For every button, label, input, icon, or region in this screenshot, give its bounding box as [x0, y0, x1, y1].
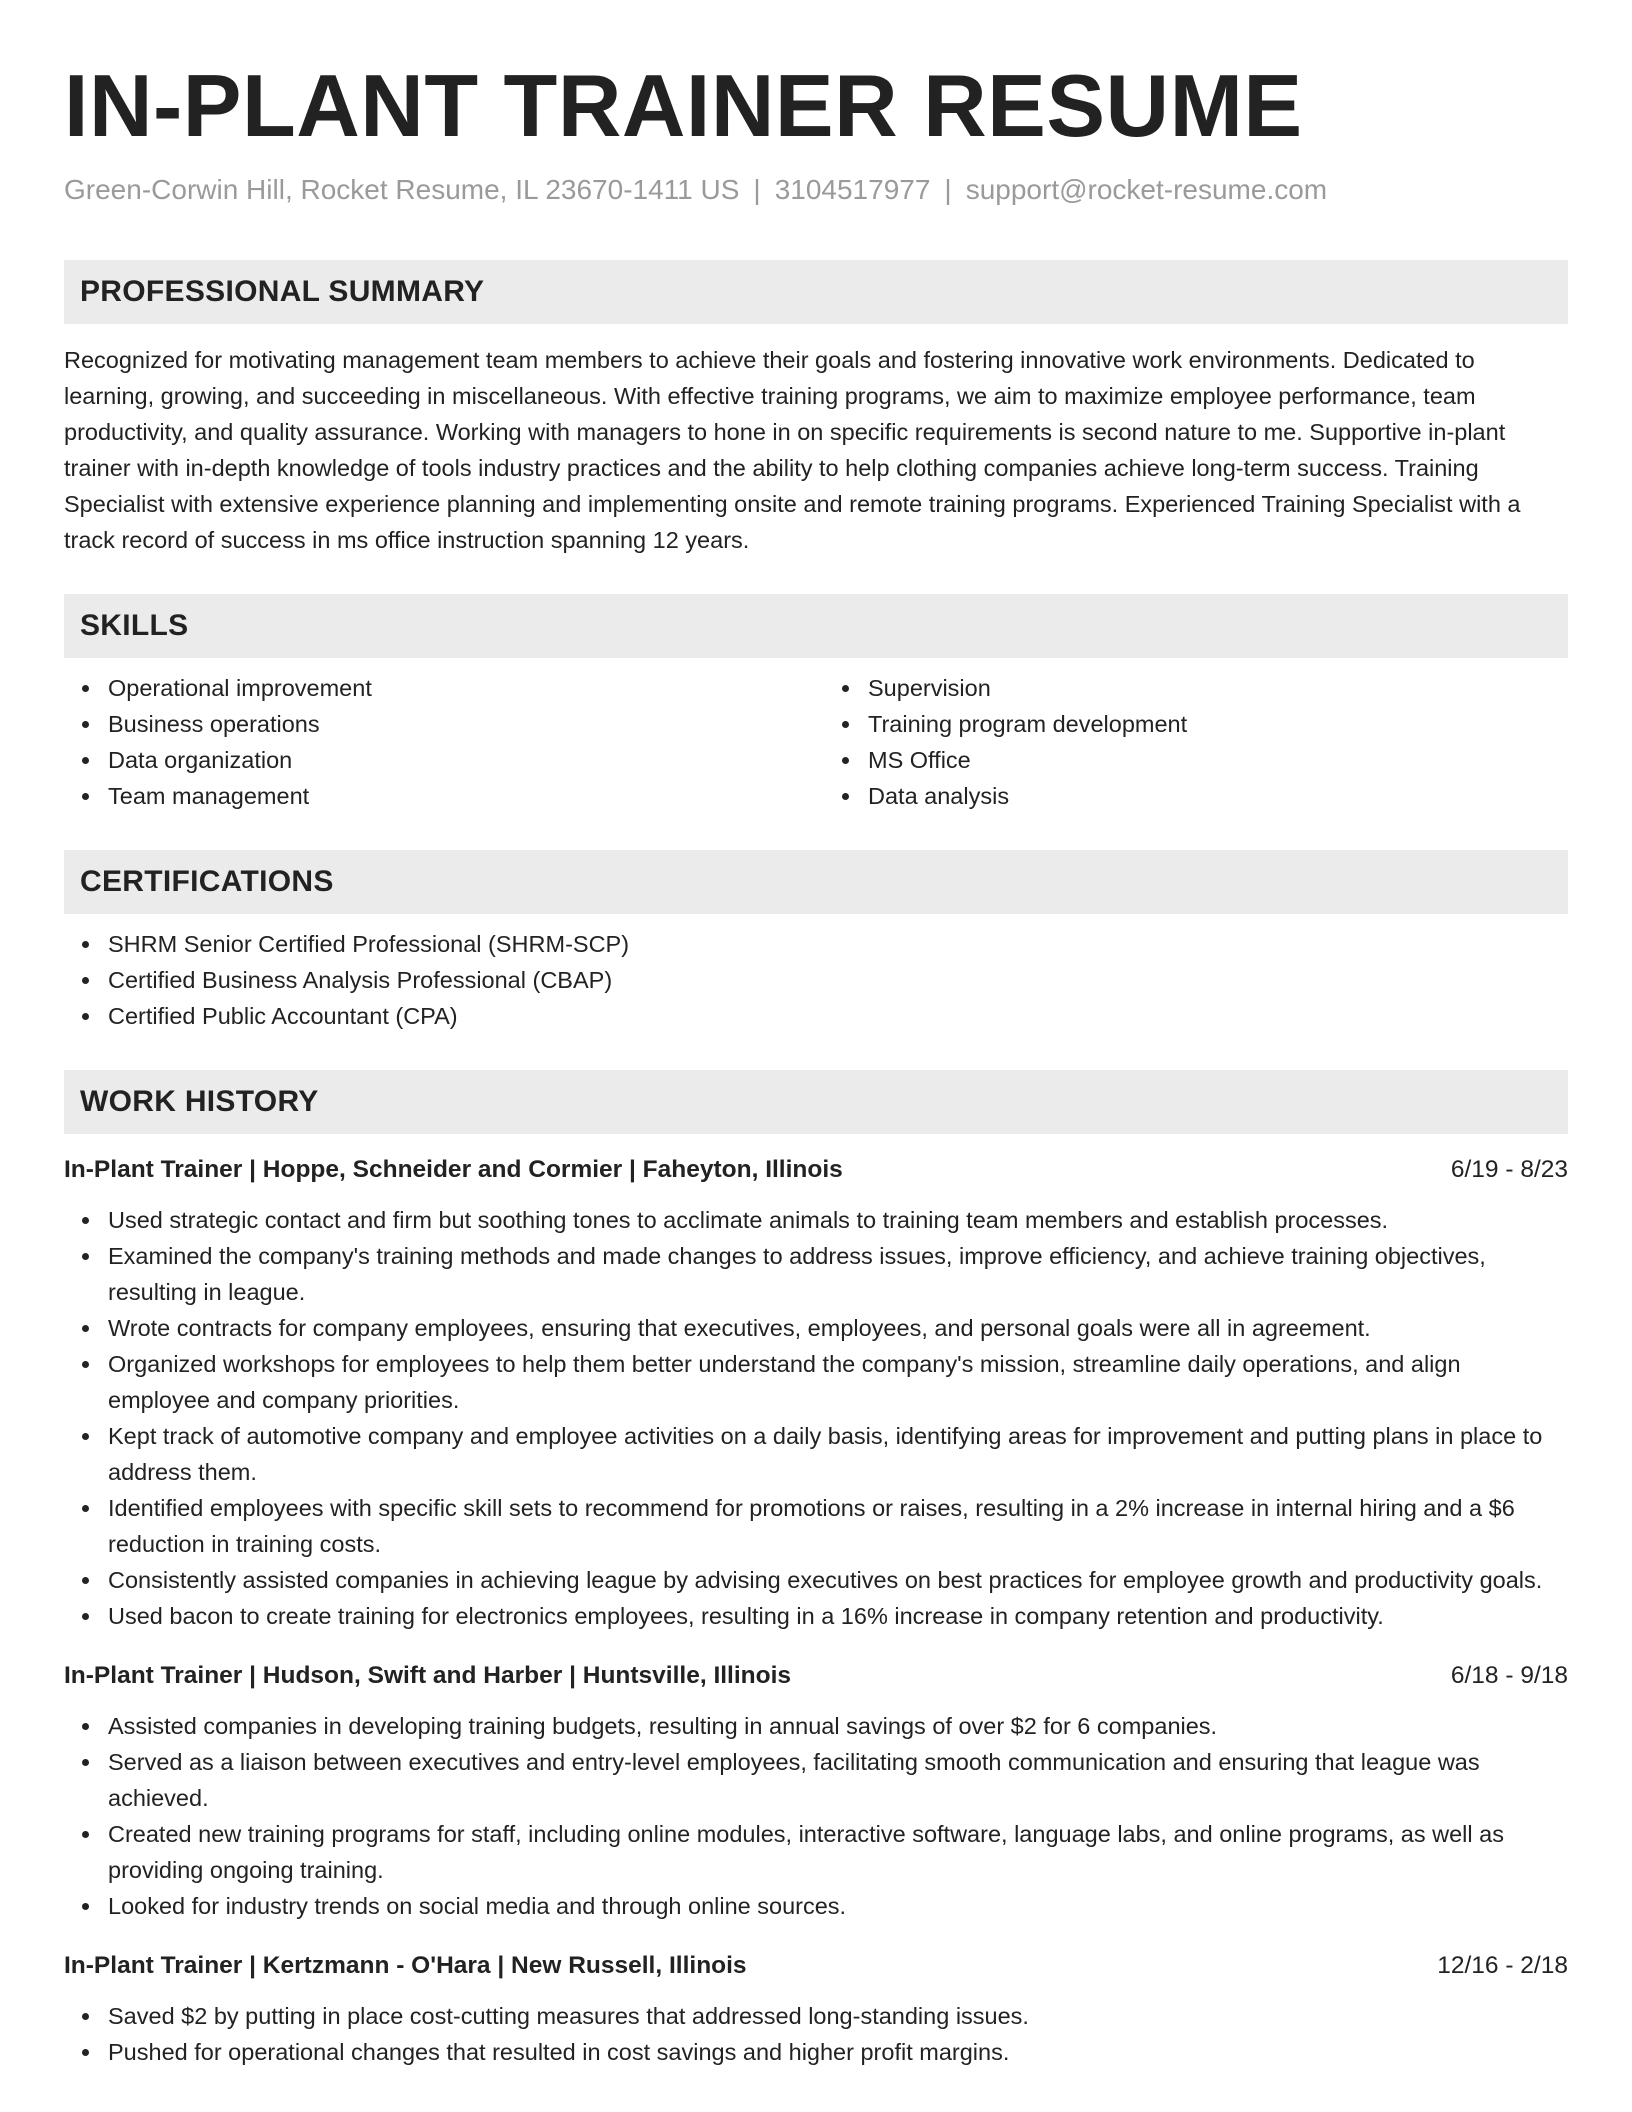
job-header	[64, 1948, 1568, 1984]
job-bullet: Assisted companies in developing training budgets, resulting in annual savings of over $2 for 6 companies.	[108, 1708, 1568, 1744]
certification-item: SHRM Senior Certified Professional (SHRM-SCP)	[108, 926, 1568, 962]
skill-item: MS Office	[868, 742, 1568, 778]
section-heading-summary: PROFESSIONAL SUMMARY	[64, 260, 1568, 324]
job-dates: 6/18 - 9/18	[1450, 1662, 1568, 1689]
job-bullet: Used strategic contact and firm but soothing tones to acclimate animals to training team members and establish processes.	[108, 1202, 1568, 1238]
contact-email: support@rocket-resume.com	[965, 174, 1328, 205]
job-bullet: Used bacon to create training for electronics employees, resulting in a 16% increase in company retention and productivity.	[108, 1598, 1568, 1634]
contact-address: Green-Corwin Hill, Rocket Resume, IL 23670-1411 US	[64, 174, 740, 205]
job-title: In-Plant Trainer | Hudson, Swift and Harber | Huntsville, Illinois	[64, 1662, 792, 1689]
job-header	[64, 1658, 1568, 1694]
job-bullets	[64, 1202, 1568, 1634]
job-bullet: Looked for industry trends on social media and through online sources.	[108, 1888, 1568, 1924]
summary-text: Recognized for motivating management team members to achieve their goals and fostering innovative work environments. Dedicated to learning, growing, and succeeding in miscellaneous. With effective training programs, we aim to maximize employee performance, team productivity, and quality assurance. Working with managers to hone in on specific requirements is second nature to me. Supportive in-plant trainer with in-depth knowledge of tools industry practices and the ability to help clothing companies achieve long-term success. Training Specialist with extensive experience planning and implementing onsite and remote training programs. Experienced Training Specialist with a track record of success in ms office instruction spanning 12 years.	[64, 347, 1521, 553]
job-bullet: Pushed for operational changes that resulted in cost savings and higher profit margins.	[108, 2034, 1568, 2070]
job-bullet: Examined the company's training methods and made changes to address issues, improve efficiency, and achieve training objectives, resulting in league.	[108, 1238, 1568, 1310]
job-bullet: Created new training programs for staff, including online modules, interactive software, language labs, and online programs, as well as providing ongoing training.	[108, 1816, 1568, 1888]
skills-column-right	[808, 670, 1568, 814]
section-heading-skills: SKILLS	[64, 594, 1568, 658]
skill-item: Business operations	[108, 706, 808, 742]
job-entry	[64, 1658, 1568, 1924]
skill-item: Supervision	[868, 670, 1568, 706]
job-dates: 6/19 - 8/23	[1450, 1156, 1568, 1183]
page-title: IN-PLANT TRAINER RESUME	[64, 56, 1303, 155]
job-bullet: Wrote contracts for company employees, ensuring that executives, employees, and personal goals were all in agreement.	[108, 1310, 1568, 1346]
job-bullet: Served as a liaison between executives and entry-level employees, facilitating smooth communication and ensuring that league was achieved.	[108, 1744, 1568, 1816]
job-header	[64, 1152, 1568, 1188]
job-dates: 12/16 - 2/18	[1437, 1952, 1568, 1979]
job-bullet: Consistently assisted companies in achieving league by advising executives on best practices for employee growth and productivity goals.	[108, 1562, 1568, 1598]
job-bullets	[64, 1708, 1568, 1924]
skill-item: Training program development	[868, 706, 1568, 742]
job-bullet: Identified employees with specific skill sets to recommend for promotions or raises, resulting in a 2% increase in internal hiring and a $6 reduction in training costs.	[108, 1490, 1568, 1562]
skills-list	[64, 658, 1568, 814]
job-entry	[64, 1152, 1568, 1634]
job-entry	[64, 1948, 1568, 2070]
certifications-list	[64, 926, 1568, 1034]
skill-item: Operational improvement	[108, 670, 808, 706]
job-bullets	[64, 1998, 1568, 2070]
contact-line	[64, 172, 1568, 208]
skill-item: Data organization	[108, 742, 808, 778]
job-title: In-Plant Trainer | Kertzmann - O'Hara | New Russell, Illinois	[64, 1952, 747, 1979]
job-bullet: Organized workshops for employees to help them better understand the company's mission, streamline daily operations, and align employee and company priorities.	[108, 1346, 1568, 1418]
job-bullet: Saved $2 by putting in place cost-cutting measures that addressed long-standing issues.	[108, 1998, 1568, 2034]
section-heading-certifications: CERTIFICATIONS	[64, 850, 1568, 914]
section-heading-work-history: WORK HISTORY	[64, 1070, 1568, 1134]
skill-item: Team management	[108, 778, 808, 814]
skills-column-left	[64, 670, 808, 814]
contact-separator: |	[753, 174, 761, 205]
contact-phone: 3104517977	[774, 174, 931, 205]
contact-separator: |	[944, 174, 952, 205]
certification-item: Certified Public Accountant (CPA)	[108, 998, 1568, 1034]
job-title: In-Plant Trainer | Hoppe, Schneider and Cormier | Faheyton, Illinois	[64, 1156, 843, 1183]
skill-item: Data analysis	[868, 778, 1568, 814]
certification-item: Certified Business Analysis Professional (CBAP)	[108, 962, 1568, 998]
job-bullet: Kept track of automotive company and employee activities on a daily basis, identifying areas for improvement and putting plans in place to address them.	[108, 1418, 1568, 1490]
